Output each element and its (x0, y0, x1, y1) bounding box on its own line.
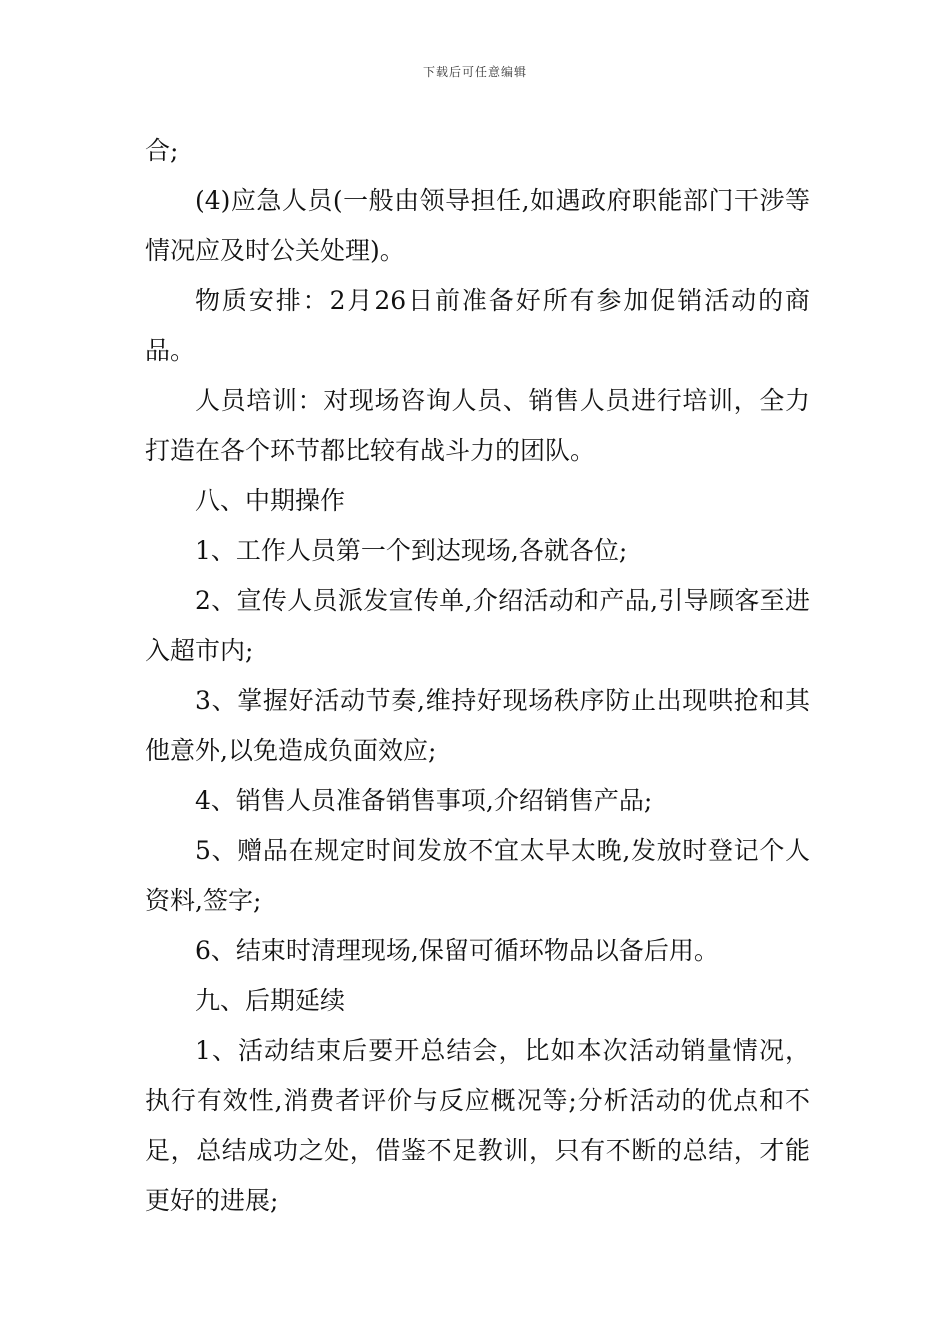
list-item-mid-5: 5、赠品在规定时间发放不宜太早太晚,发放时登记个人资料,签字; (145, 836, 810, 915)
document-body (145, 126, 810, 1226)
list-item-follow-up-1: 1、活动结束后要开总结会，比如本次活动销量情况，执行有效性,消费者评价与反应概况等;分析活动的优点和不足，总结成功之处，借鉴不足教训，只有不断的总结，才能更好的进展; (145, 1036, 810, 1215)
section-heading-follow-up: 九、后期延续 (195, 986, 346, 1015)
list-item-mid-6: 6、结束时清理现场,保留可循环物品以备后用。 (195, 936, 719, 965)
paragraph-material-arrangement: 物质安排：2月26日前准备好所有参加促销活动的商品。 (145, 286, 810, 365)
list-item-mid-3: 3、掌握好活动节奏,维持好现场秩序防止出现哄抢和其他意外,以免造成负面效应; (145, 686, 810, 765)
paragraph-emergency-staff: (4)应急人员(一般由领导担任,如遇政府职能部门干涉等情况应及时公关处理)。 (145, 186, 810, 265)
section-heading-mid-operation: 八、中期操作 (195, 486, 346, 515)
list-item-mid-4: 4、销售人员准备销售事项,介绍销售产品; (195, 786, 653, 815)
list-item-mid-1: 1、工作人员第一个到达现场,各就各位; (195, 536, 628, 565)
list-item-mid-2: 2、宣传人员派发宣传单,介绍活动和产品,引导顾客至进入超市内; (145, 586, 810, 665)
paragraph-continuation: 合; (145, 136, 179, 165)
paragraph-staff-training: 人员培训：对现场咨询人员、销售人员进行培训，全力打造在各个环节都比较有战斗力的团队。 (145, 386, 810, 465)
page-header: 下载后可任意编辑 (422, 65, 527, 79)
